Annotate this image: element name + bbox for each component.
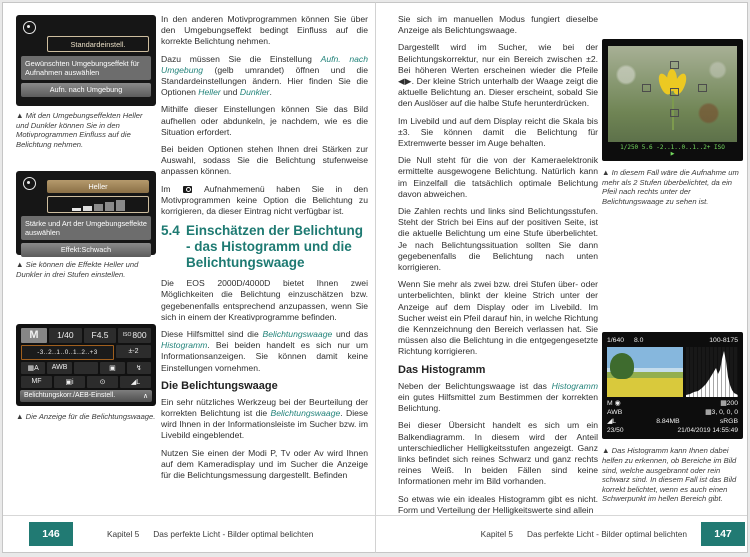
tree (610, 353, 634, 379)
paragraph: Nutzen Sie einen der Modi P, Tv oder Av wird Ihnen auf dem Kameradisplay und im Sucher die Anzeige für die Belichtungsmessung dargestellt. Befinden (161, 447, 368, 481)
flash-comp-icon: ± (128, 347, 133, 355)
subsection-heading: Das Histogramm (398, 363, 486, 376)
metering-mode-icon: ⊙ (87, 376, 118, 388)
frame-counter: 23/50 (607, 427, 624, 435)
right-text-column (398, 14, 598, 522)
ambience-bottom-bar: Aufn. nach Umgebung (21, 83, 151, 97)
capture-datetime: 21/04/2019 14:55:49 (677, 427, 738, 435)
ambience-level-help-text: Stärke und Art der Umgebungseffekte auswählen (21, 216, 151, 240)
figure-caption: ▲ Sie können die Effekte Heller und Dunkler in drei Stufen einstellen. (16, 260, 139, 279)
paragraph: Ein sehr nützliches Werkzeug bei der Beurteilung der korrekten Belichtung ist die Belichtungswaage. Diese wird Ihnen in der Informationsleiste im Sucher bzw. im Livebild eingeblendet. (161, 396, 368, 441)
paragraph: Im Livebild und auf dem Display reicht die Skala bis ±3. Sie können damit die Belichtung für Extremwerte besser im Auge behalten. (398, 115, 598, 149)
paragraph: Im Aufnahmemenü haben Sie in den Motivprogrammen keine Option die Belichtung zu korrigieren, da dieser Eintrag nicht verfügbar ist. (161, 183, 368, 217)
picture-style-icon: ▦A (21, 362, 45, 374)
focus-mode-value: MF (21, 376, 52, 388)
wb-shift-values: ▦3, 0, 0, 0 (705, 409, 738, 417)
empty-cell (74, 362, 98, 374)
mode-dial-value: M (21, 328, 47, 343)
camera-lcd-shooting-settings (16, 324, 156, 406)
section-heading: 5.4 Einschätzen der Belichtung - das Histogramm und die Belichtungswaage (161, 223, 364, 271)
settings-row-drive (20, 376, 152, 388)
paragraph: Sie sich im manuellen Modus fungiert dieselbe Anzeige als Belichtungswaage. (398, 14, 598, 36)
image-quality-value: ◢L (607, 418, 617, 426)
paragraph: So etwas wie ein ideales Histogramm gibt es nicht. Form und Verteilung der Helligkeitswerte sind allein (398, 493, 598, 515)
ambience-selected-option: Heller (47, 180, 149, 193)
scene-mode-icon (23, 21, 36, 34)
file-size: 8.84MB (656, 418, 680, 426)
white-balance-value: AWB (47, 362, 71, 374)
settings-row-styles (20, 362, 152, 374)
crocus-flower-photo (608, 46, 737, 142)
settings-row-exposure (20, 328, 152, 343)
drive-mode-icon: ▣i (54, 376, 85, 388)
quick-control-bar (20, 390, 152, 402)
paragraph: Mithilfe dieser Einstellungen können Sie das Bild aufhellen oder abdunkeln, je nachdem, wie es die Situation erfordert. (161, 104, 368, 137)
ambience-strength-meter (47, 196, 149, 213)
scene-mode-icon (23, 177, 36, 190)
iso-icon: ISO (122, 332, 132, 339)
iso-value: 200 (726, 400, 738, 408)
iso-icon: ▦ (720, 400, 727, 408)
af-point (670, 88, 679, 96)
image-quality-value: ◢L (120, 376, 151, 388)
playback-top-row (607, 336, 738, 345)
playback-screen-figure (602, 332, 743, 439)
page-footer (376, 515, 747, 552)
shutter-speed-value: 1/640 (607, 337, 625, 345)
iso-value: ISO 800 (118, 328, 151, 343)
auto-lighting-optimizer-icon: ▣ (100, 362, 124, 374)
paragraph: Bei dieser Übersicht handelt es sich um ein Balkendiagramm. In diesem wird der Anteil unterschiedlicher Helligkeitsstufen angezeigt. Ganz links befindet sich reines Schwarz und ganz rechts reines Weiß. In beiden Fällen sind keine Informationen mehr im Bild vorhanden. (398, 420, 598, 487)
viewfinder-info-bar: 1/250 5.6 -2..1..0..1..2+ ISO (620, 144, 725, 151)
paragraph: Dazu müssen Sie die Einstellung Aufn. nach Umgebung (gelb umrandet) öffnen und die Standardeinstellungen ändern. Hier finden Sie die Optionen Heller und Dunkler. (161, 53, 368, 98)
paragraph: Neben der Belichtungswaage ist das Histogramm ein gutes Hilfsmittel zum Bestimmen der korrekten Belichtung. (398, 380, 598, 414)
af-point (670, 61, 679, 69)
paragraph: Die Null steht für die von der Kameraelektronik ermittelte ausgewogene Belichtung. Natürlich kann im Einzelfall die tatsächlich optimale Belichtung davon abweichen. (398, 155, 598, 199)
running-title: Kapitel 5 Das perfekte Licht - Bilder optimal belichten (107, 529, 314, 539)
page-number-right: 147 (701, 522, 745, 546)
aperture-value: 8.0 (634, 337, 644, 345)
af-point (642, 84, 651, 92)
overexposure-arrow-icon: ▶ (670, 151, 675, 157)
left-figure-column (16, 15, 156, 421)
chevron-up-icon: ∧ (142, 392, 148, 400)
quick-control-label: Belichtungskorr./AEB-Einstell. (24, 392, 116, 400)
aperture-value: F4.5 (84, 328, 117, 343)
paragraph: Dargestellt wird im Sucher, wie bei der Belichtungskorrektur, nur ein Bereich zwischen ±2. Bei höheren Werten erscheinen wieder die Pfeile ◀▶. Der kleine Strich unterhalb der Waage zeigt die aktuelle Belichtung an. Dieser erscheint, sobald Sie den Auslöser auf die halbe Stufe herunterdrücken. (398, 42, 598, 109)
shutter-speed-value: 1/40 (49, 328, 82, 343)
figure-caption: ▲ In diesem Fall wäre die Aufnahme um mehr als 2 Stufen überbelichtet, da ein Pfeil nach rechts unter der Belichtungswaage zu sehen ist. (602, 168, 739, 206)
paragraph: Bei beiden Optionen stehen Ihnen drei Stärken zur Auswahl, sodass Sie die Belichtung stufenweise anpassen können. (161, 144, 368, 177)
paragraph: Die Zahlen rechts und links sind Belichtungsstufen. Steht der Strich bei Eins auf der positiven Seite, ist die aktuelle Belichtung um eine Stufe überbelichtet. Je nach Belichtungssituation sollten Sie dann gegebenenfalls die Belichtung nach unten korrigieren. (398, 206, 598, 273)
paragraph: Diese Hilfsmittel sind die Belichtungswaage und das Histogramm. Bei beiden handelt es sich nur um Informationsanzeigen. Sie können damit keine Einstellungen vornehmen. (161, 329, 368, 373)
color-space: sRGB (719, 418, 738, 426)
paragraph: Die EOS 2000D/4000D bietet Ihnen zwei Möglichkeiten die Belichtung einzuschätzen bzw. gegebenenfalls entsprechend anzupassen, wenn Sie sich in einem der Kreativprogramme befinden. (161, 278, 368, 322)
effect-strength-bar: Effekt:Schwach (21, 243, 151, 257)
page-number-left: 146 (29, 522, 73, 546)
exposure-level-scale: -3..2..1..0..1..2..+3 (21, 345, 114, 360)
paragraph: In den anderen Motivprogrammen können Sie über den Umgebungseffekt bedingt Einfluss auf die korrekte Belichtung nehmen. (161, 14, 368, 47)
flash-exposure-comp: ± -2 (116, 345, 151, 358)
camera-lcd-ambience-level (16, 171, 156, 255)
metering-icon: ◉ (614, 400, 621, 408)
paragraph: Wenn Sie mehr als zwei bzw. drei Stufen über- oder unterbelichten, blinkt der kleine Strich unter der Anzeige auf dem Display oder im Livebild. Im Sucher weist ein Pfeil darauf hin, in welche Richtung die Kennzeichnung den Bereich verlassen hat. Sie müssen also die Belichtung in die entgegengesetzte Richtung korrigieren. (398, 279, 598, 357)
subsection-heading: Die Belichtungswaage (161, 379, 278, 392)
page-147 (375, 2, 748, 553)
camera-lcd-ambience-menu (16, 15, 156, 106)
ambience-help-text: Gewünschten Umgebungseffekt für Aufnahmen auswählen (21, 56, 151, 80)
af-point (698, 84, 707, 92)
right-figure-column (602, 39, 743, 504)
left-text-column (161, 14, 368, 487)
landscape-thumbnail (607, 347, 683, 397)
figure-caption: ▲ Mit den Umgebungseffekten Heller und Dunkler können Sie in den Motivprogrammen Einfluss auf die Belichtung nehmen. (16, 111, 143, 149)
running-title: Kapitel 5 Das perfekte Licht - Bilder optimal belichten (480, 529, 687, 539)
viewfinder-figure (602, 39, 743, 161)
mode-value: M (607, 400, 613, 408)
ambience-standard-button: Standardeinstell. (47, 36, 149, 52)
af-point (670, 109, 679, 117)
book-spread (2, 2, 748, 553)
flash-up-icon: ↯ (127, 362, 151, 374)
figure-caption: ▲ Das Histogramm kann Ihnen dabei helfen zu erkennen, ob Bereiche im Bild sind, welche ausgebrannt oder rein schwarz sind. In diesem Fall ist das Bild korrekt belichtet, wenn es auch einen Schwerpunkt im hellen Bereich gibt. (602, 446, 737, 504)
figure-caption: ▲ Die Anzeige für die Belichtungswaage. (16, 411, 156, 421)
white-balance-value: AWB (607, 409, 623, 417)
brightness-histogram (686, 347, 738, 397)
file-number: 100-8175 (709, 337, 738, 345)
page-146 (2, 2, 375, 553)
settings-row-scale (20, 345, 152, 360)
page-footer (3, 515, 375, 552)
